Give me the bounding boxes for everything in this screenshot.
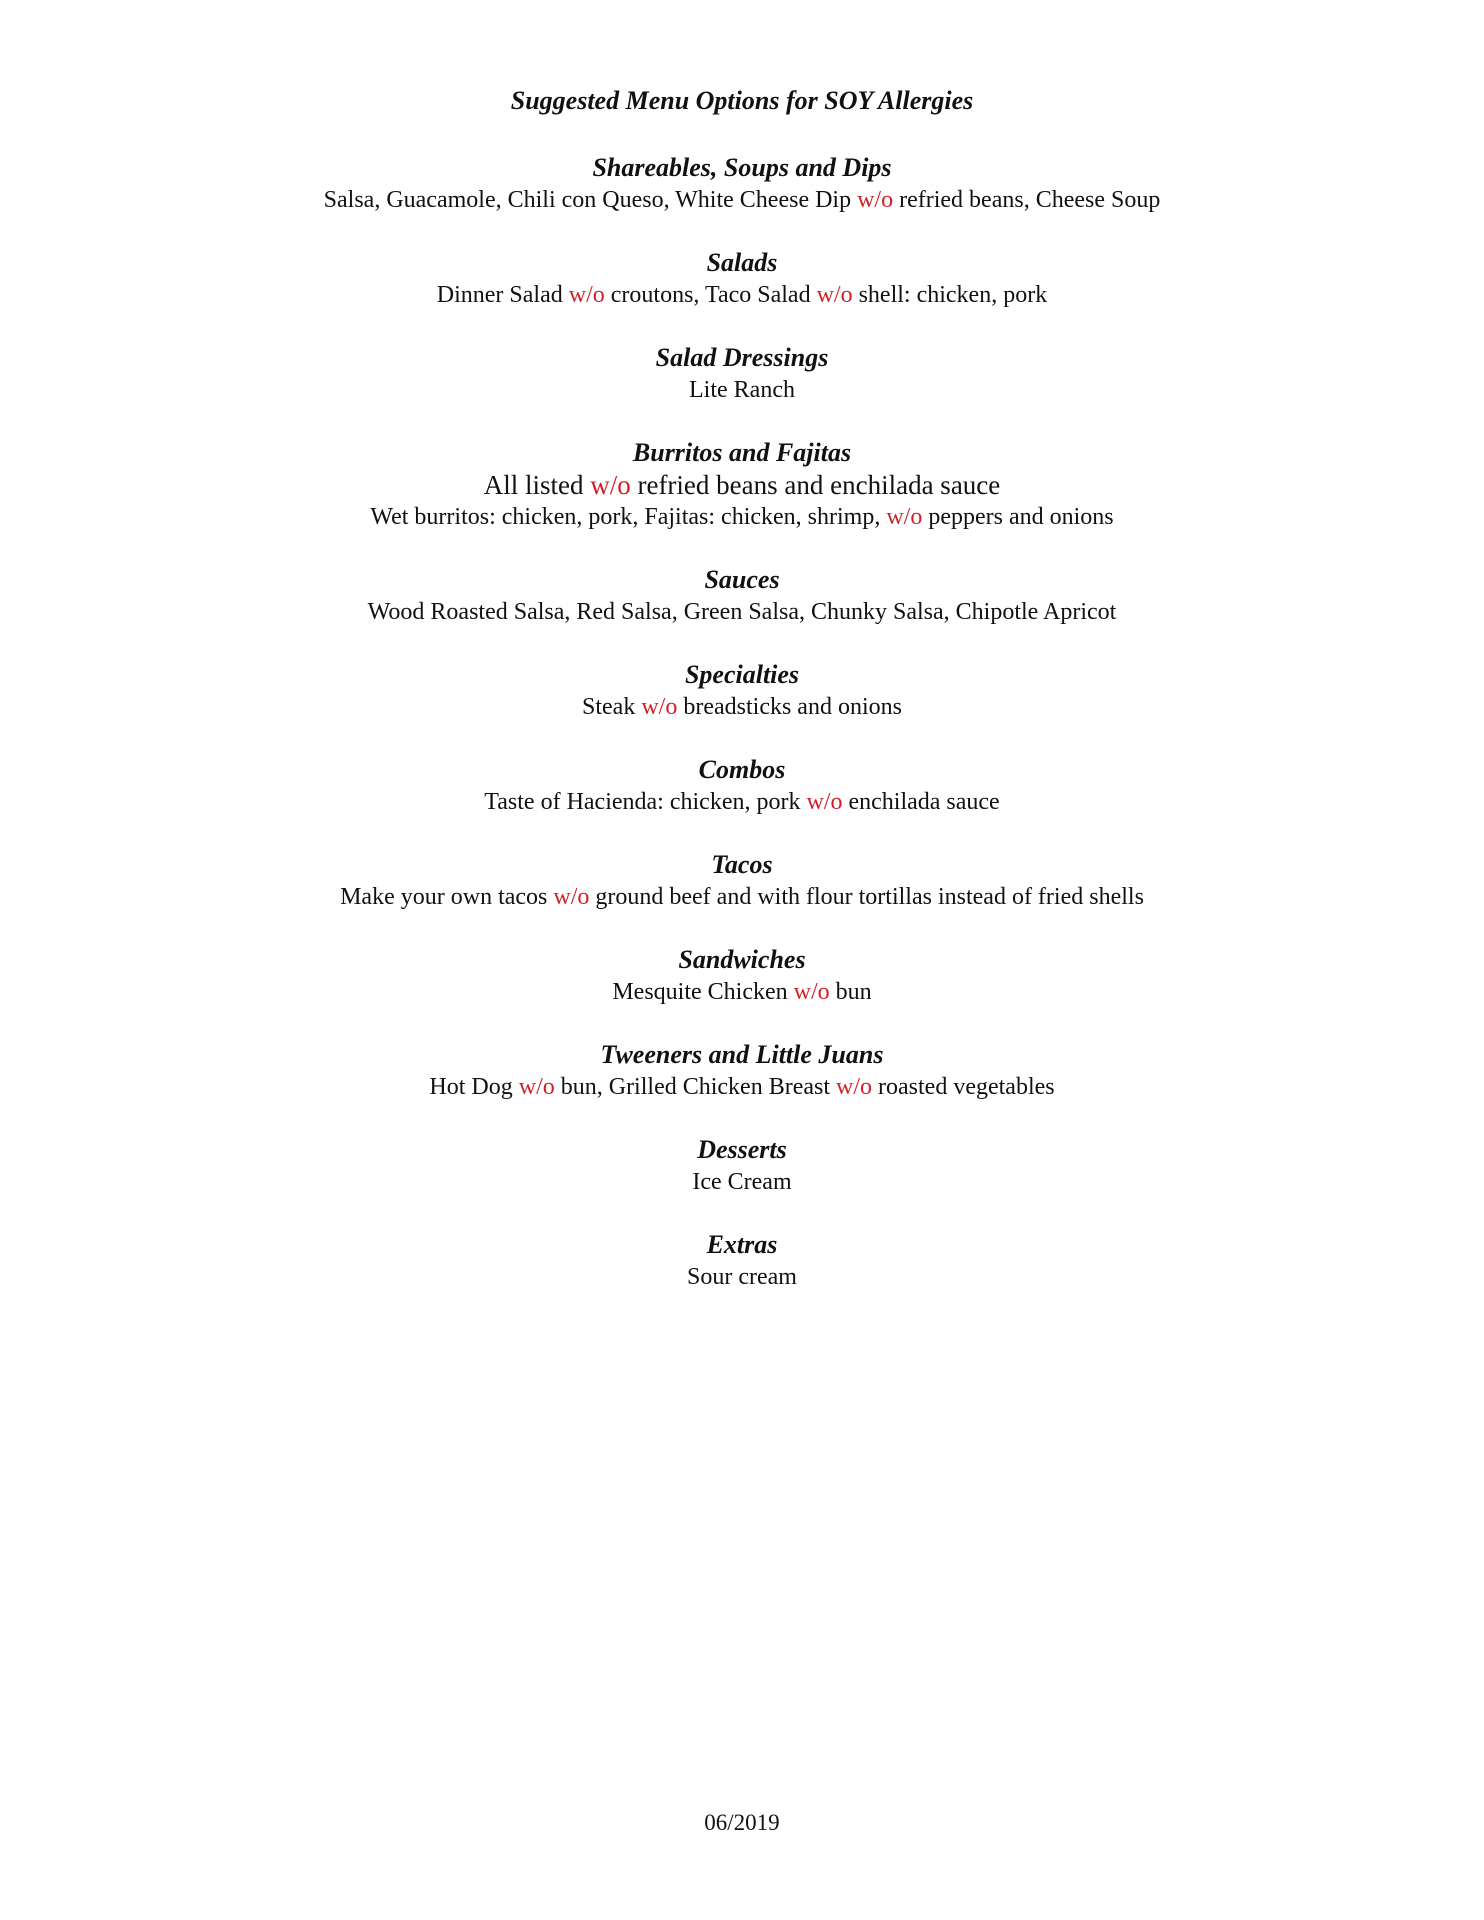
line-text: breadsticks and onions	[677, 694, 902, 720]
menu-section	[0, 659, 1484, 723]
menu-section	[0, 247, 1484, 311]
section-heading: Shareables, Soups and Dips	[592, 153, 892, 182]
line-text: Lite Ranch	[689, 377, 795, 403]
section-heading: Sandwiches	[678, 945, 806, 974]
section-line	[0, 279, 1484, 311]
section-line	[0, 691, 1484, 723]
without-marker: w/o	[553, 884, 590, 910]
section-line	[0, 881, 1484, 913]
section-heading: Burritos and Fajitas	[632, 438, 852, 467]
section-heading: Desserts	[697, 1135, 787, 1164]
line-text: refried beans and enchilada sauce	[630, 470, 1001, 500]
section-heading: Extras	[706, 1230, 778, 1259]
without-marker: w/o	[816, 282, 853, 308]
menu-section	[0, 754, 1484, 818]
line-text: refried beans, Cheese Soup	[893, 187, 1161, 213]
footer-date: 06/2019	[704, 1810, 780, 1835]
line-text: Make your own tacos	[340, 884, 554, 910]
menu-section	[0, 564, 1484, 628]
line-text: bun	[829, 979, 872, 1005]
section-line	[0, 1071, 1484, 1103]
section-line	[0, 184, 1484, 216]
without-marker: w/o	[886, 504, 923, 530]
line-text: All listed	[483, 470, 591, 500]
line-text: Mesquite Chicken	[612, 979, 794, 1005]
without-marker: w/o	[568, 282, 605, 308]
line-text: Steak	[582, 694, 642, 720]
section-line	[0, 596, 1484, 628]
line-text: croutons, Taco Salad	[604, 282, 817, 308]
section-heading: Tacos	[711, 850, 773, 879]
section-line	[0, 1166, 1484, 1198]
line-text: Ice Cream	[692, 1169, 792, 1195]
line-text: shell: chicken, pork	[852, 282, 1048, 308]
section-line	[0, 1261, 1484, 1293]
menu-section	[0, 1229, 1484, 1293]
without-marker: w/o	[857, 187, 894, 213]
line-text: Wood Roasted Salsa, Red Salsa, Green Salsa, Chunky Salsa, Chipotle Apricot	[367, 599, 1117, 625]
without-marker: w/o	[590, 470, 631, 500]
section-heading: Salads	[706, 248, 778, 277]
menu-section	[0, 1039, 1484, 1103]
menu-section	[0, 849, 1484, 913]
section-line	[0, 976, 1484, 1008]
line-text: Dinner Salad	[436, 282, 569, 308]
section-line	[0, 374, 1484, 406]
section-line	[0, 501, 1484, 533]
line-text: Salsa, Guacamole, Chili con Queso, White Cheese Dip	[323, 187, 858, 213]
line-text: ground beef and with flour tortillas instead of fried shells	[589, 884, 1144, 910]
without-marker: w/o	[793, 979, 830, 1005]
section-heading: Tweeners and Little Juans	[600, 1040, 884, 1069]
section-heading: Sauces	[704, 565, 780, 594]
line-text: Sour cream	[687, 1264, 797, 1290]
line-text: bun, Grilled Chicken Breast	[554, 1074, 837, 1100]
line-text: Taste of Hacienda: chicken, pork	[484, 789, 807, 815]
without-marker: w/o	[836, 1074, 873, 1100]
menu-section	[0, 1134, 1484, 1198]
without-marker: w/o	[518, 1074, 555, 1100]
menu-section	[0, 342, 1484, 406]
line-text: roasted vegetables	[872, 1074, 1055, 1100]
section-heading: Combos	[698, 755, 786, 784]
menu-section	[0, 437, 1484, 533]
menu-section	[0, 944, 1484, 1008]
without-marker: w/o	[806, 789, 843, 815]
line-text: peppers and onions	[922, 504, 1114, 530]
line-text: enchilada sauce	[842, 789, 1000, 815]
section-heading: Salad Dressings	[655, 343, 829, 372]
menu-section	[0, 152, 1484, 216]
line-text: Hot Dog	[429, 1074, 519, 1100]
line-text: Wet burritos: chicken, pork, Fajitas: chicken, shrimp,	[370, 504, 887, 530]
section-line	[0, 786, 1484, 818]
page-title: Suggested Menu Options for SOY Allergies	[510, 86, 974, 115]
section-heading: Specialties	[684, 660, 800, 689]
section-line	[0, 469, 1484, 501]
without-marker: w/o	[641, 694, 678, 720]
